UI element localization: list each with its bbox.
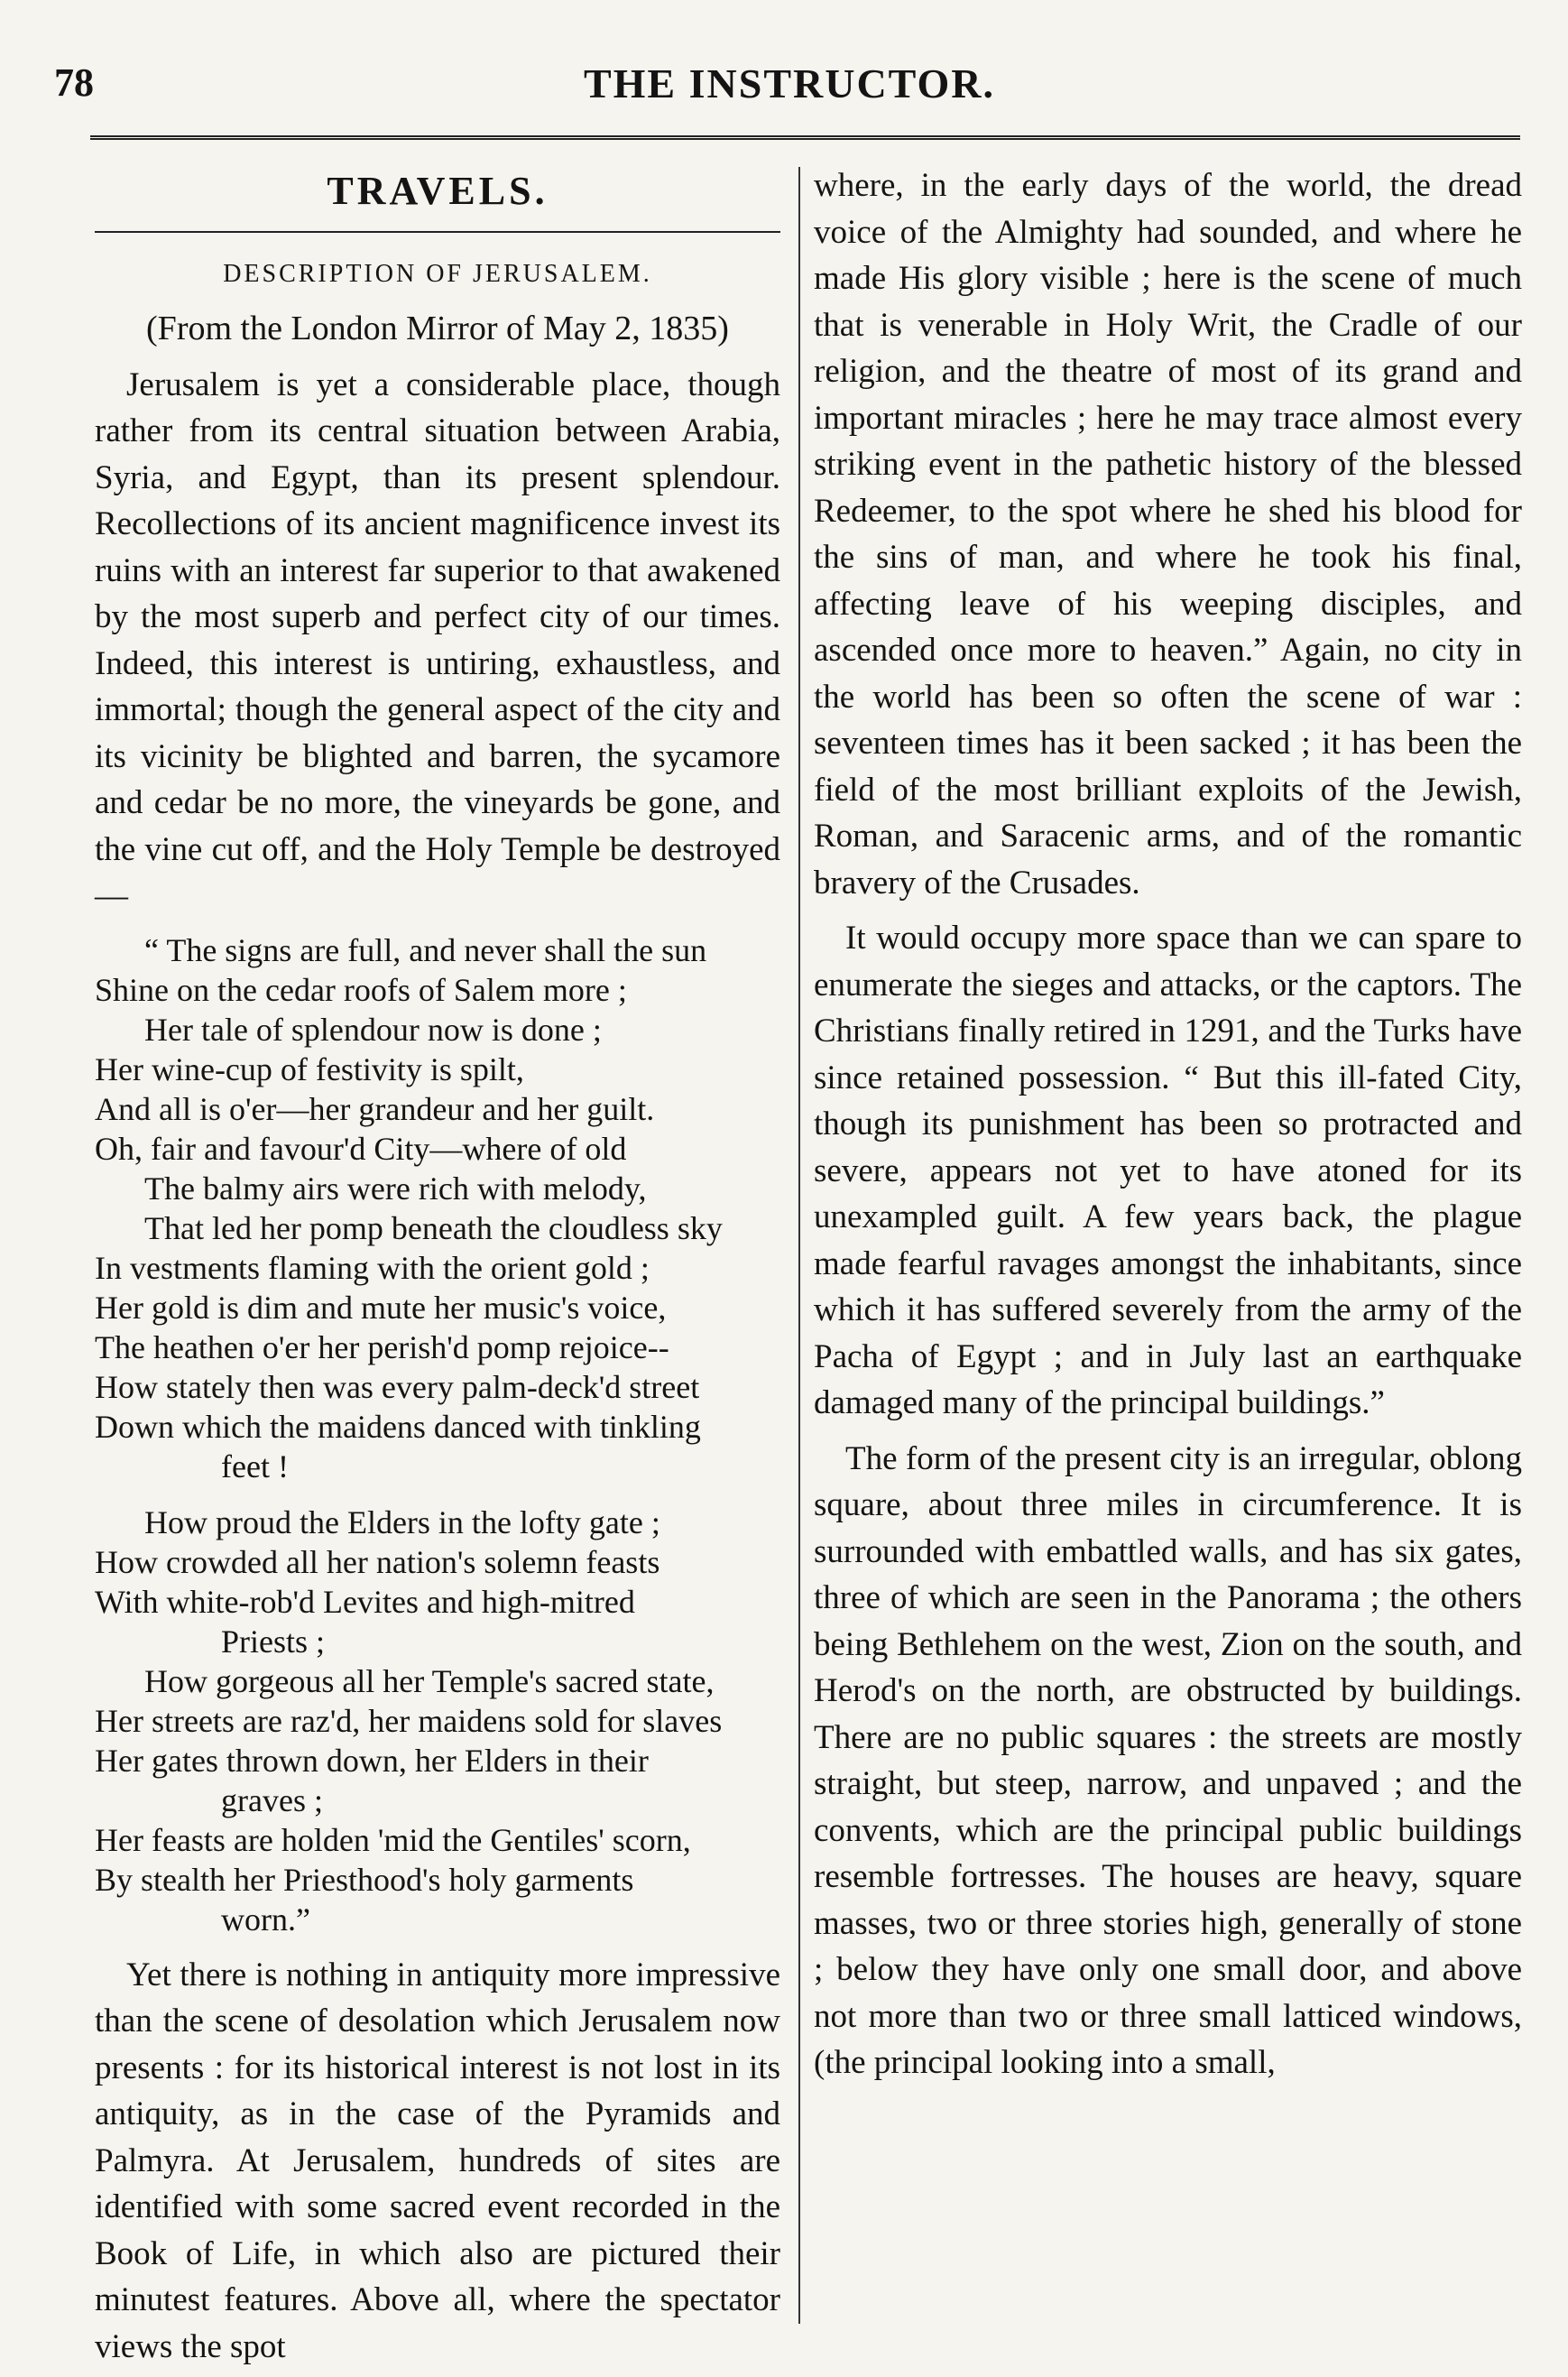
left-column bbox=[95, 162, 780, 2377]
poem-line: Her gates thrown down, her Elders in their bbox=[95, 1742, 649, 1779]
poem-line: Oh, fair and favour'd City—where of old bbox=[95, 1130, 627, 1167]
section-title: TRAVELS. bbox=[327, 169, 549, 213]
running-title: THE INSTRUCTOR. bbox=[583, 60, 996, 106]
poem-stanza-break bbox=[95, 1486, 780, 1503]
header-rule bbox=[90, 135, 1520, 140]
poem-line: And all is o'er—her grandeur and her guilt. bbox=[95, 1090, 655, 1127]
poem-line: Down which the maidens danced with tinkling bbox=[95, 1408, 701, 1445]
right-column bbox=[814, 162, 1522, 2095]
poem-line: The balmy airs were rich with melody, bbox=[144, 1170, 647, 1207]
poem-line: How proud the Elders in the lofty gate ; bbox=[144, 1503, 660, 1540]
title-rule bbox=[95, 231, 780, 233]
paragraph-4: It would occupy more space than we can spare to enumerate the sieges and attacks, or the captors. The Christians finally retired in 1291, and the Turks have since retained possession. “ But this ill-fated City, though its punishment has been so protracted and severe, appears not yet to have atoned for its unexampled guilt. A few years back, the plague made fearful ravages amongst the inhabitants, since which it has suffered severely from the army of the Pacha of Egypt ; and in July last an earthquake damaged many of the principal buildings.” bbox=[814, 920, 1522, 1421]
poem-line: Priests ; bbox=[221, 1623, 326, 1660]
poem-line: In vestments flaming with the orient gold ; bbox=[95, 1249, 650, 1286]
paragraph-3: where, in the early days of the world, the dread voice of the Almighty had sounded, and where he made His glory visible ; here is the scene of much that is venerable in Holy Writ, the Cradle of our religion, and the theatre of most of its grand and important miracles ; here he may trace almost every striking event in the pathetic history of the blessed Redeemer, to the spot where he shed his blood for the sins of man, and where he took his final, affecting leave of his weeping disciples, and ascended once more to heaven.” Again, no city in the world has been so often the scene of war : seventeen times has it been sacked ; it has been the field of the most brilliant exploits of the Jewish, Roman, and Saracenic arms, and of the romantic bravery of the Crusades. bbox=[814, 167, 1522, 902]
poem-line: How stately then was every palm-deck'd street bbox=[95, 1368, 700, 1405]
poem-line: By stealth her Priesthood's holy garments bbox=[95, 1861, 634, 1898]
poem-line: Her tale of splendour now is done ; bbox=[144, 1011, 602, 1048]
page-number: 78 bbox=[54, 60, 94, 105]
column-divider bbox=[798, 167, 800, 2324]
poem-line: The heathen o'er her perish'd pomp rejoice-- bbox=[95, 1328, 669, 1365]
poem-line: Shine on the cedar roofs of Salem more ; bbox=[95, 971, 627, 1008]
poem-line: How gorgeous all her Temple's sacred state, bbox=[144, 1662, 715, 1699]
poem-line: Her streets are raz'd, her maidens sold for slaves bbox=[95, 1702, 723, 1739]
poem-line: Her feasts are holden 'mid the Gentiles' scorn, bbox=[95, 1821, 691, 1858]
poem-line: worn.” bbox=[221, 1901, 310, 1938]
poem-line: Her wine-cup of festivity is spilt, bbox=[95, 1050, 524, 1087]
poem-line: feet ! bbox=[221, 1447, 289, 1484]
page-header bbox=[54, 56, 1525, 110]
poem-line: With white-rob'd Levites and high-mitred bbox=[95, 1583, 635, 1620]
paragraph-2: Yet there is nothing in antiquity more impressive than the scene of desolation which Jerusalem now presents : for its historical interest is not lost in its antiquity, as in the case of the Pyramids and Palmyra. At Jerusalem, hundreds of sites are identified with some sacred event recorded in the Book of Life, in which also are pictured their minutest features. Above all, where the spectator views the spot bbox=[95, 1956, 780, 2365]
paragraph-1: Jerusalem is yet a considerable place, though rather from its central situation between Arabia, Syria, and Egypt, than its present splendour. Recollections of its ancient magnificence invest its ruins with an interest far superior to that awakened by the most superb and perfect city of our times. Indeed, this interest is untiring, exhaustless, and immortal; though the general aspect of the city and its vicinity be blighted and barren, the sycamore and cedar be no more, the vineyards be gone, and the vine cut off, and the Holy Temple be destroyed— bbox=[95, 365, 780, 914]
paragraph-5: The form of the present city is an irregular, oblong square, about three miles in circumference. It is surrounded with embattled walls, and has six gates, three of which are seen in the Panorama ; the others being Bethlehem on the west, Zion on the south, and Herod's on the north, are obstructed by buildings. There are no public squares : the streets are mostly straight, but steep, narrow, and unpaved ; and the convents, which are the principal public buildings resemble fortresses. The houses are heavy, square masses, two or three stories high, generally of stone ; below they have only one small door, and above not more than two or three small latticed windows, (the principal looking into a small, bbox=[814, 1439, 1522, 2081]
poem-line: Her gold is dim and mute her music's voice, bbox=[95, 1289, 667, 1326]
poem-line: graves ; bbox=[221, 1781, 323, 1818]
poem bbox=[95, 930, 780, 1939]
poem-line: That led her pomp beneath the cloudless sky bbox=[144, 1209, 723, 1246]
poem-line: “ The signs are full, and never shall the sun bbox=[144, 931, 707, 968]
article-source: (From the London Mirror of May 2, 1835) bbox=[146, 310, 729, 347]
article-subtitle: DESCRIPTION OF JERUSALEM. bbox=[223, 259, 652, 288]
poem-line: How crowded all her nation's solemn feasts bbox=[95, 1543, 660, 1580]
